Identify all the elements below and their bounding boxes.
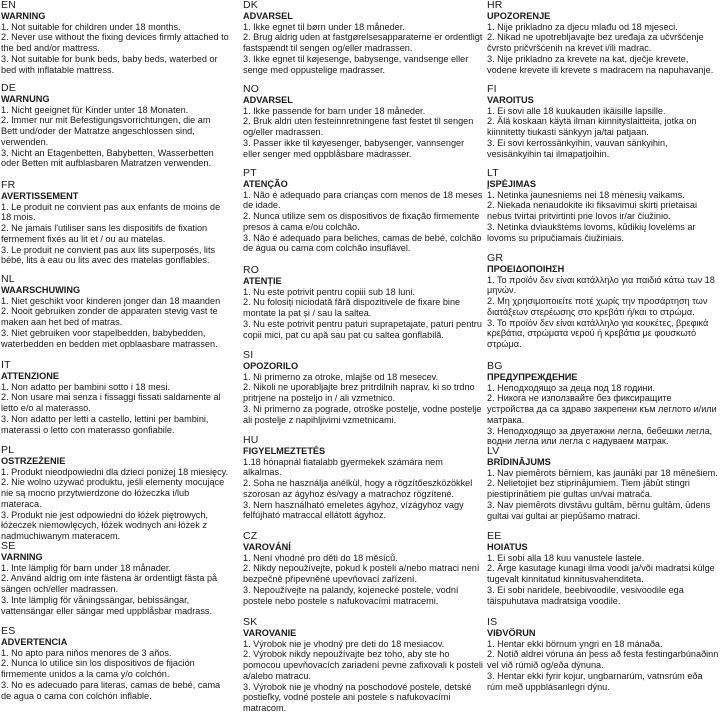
warning-item: 2. Ärge kasutage kunagi ilma voodi ja/või madratsi külge tugevalt kinnitatud kinnitusvahenditeta. [487,563,715,585]
warning-heading: FIGYELMEZTETÉS [243,446,326,456]
warning-item: 3. Το προϊόν δεν είναι κατάλληλο για κουκέτες, βρεφικά κρεβάτια, στρώματα νερού ή κρεβάτια με φουσκωτό στρώμα. [487,317,709,349]
warning-item: 1. Ni primerno za otroke, mlajše od 18 mesecev. [243,371,439,382]
warning-item: 2. Nunca lo utilice sin los dispositivos de fijación firmemente unidos a la cama y/o colchón. [1,658,195,680]
warning-item: 1. Ikke egnet til børn under 18 måneder. [243,21,405,32]
warning-block-de [1,83,229,169]
warning-item: 2. Nikoli ne uporabljajte brez pritrdilnih naprav, ki so trdno pritrjene na posteljo in / ali vzmetnico. [243,382,475,404]
language-code: HR [487,0,503,11]
warning-item: 3. Non adatto per letti a castello, lettini per bambini, materassi o letto con materasso gonfiabile. [1,413,209,435]
warning-item: 1. Není vhodné pro děti do 18 měsíců. [243,552,398,563]
warning-block-lv [487,446,719,521]
warning-item: 2. Výrobok nikdy nepoužívajte bez toho, aby ste ho pomocou upevňovacích zariadení pevne zafixovali k posteli a/alebo matracu. [243,649,483,681]
warning-heading: OPOZORILO [243,361,299,371]
warning-block-fi [487,84,719,159]
warning-block-pl [1,445,229,542]
warning-item: 3. Hentar ekki fyrir kojur, ungbarnarúm, vatnsrúm eða rúm með uppblásanlegri dýnu. [487,670,703,692]
warning-item: 1. Inte lämplig för barn under 18 månader. [1,562,171,573]
language-code: BG [487,360,503,372]
warning-item: 2. Nelietojiet bez stiprinājumiem. Tiem jābūt stingri piestiprinātiem pie gultas un/vai matrača. [487,478,690,500]
language-code: DE [1,82,16,94]
warning-item: 2. Never use without the fixing devices firmly attached to the bed and/or mattress. [1,32,229,54]
warning-item: 3. Netinka dviaukštėms lovoms, kūdikių lovelėms ar lovoms su pripučiamais čiužiniais. [487,221,696,243]
warning-block-en [1,0,229,75]
warning-item: 1. Niet geschikt voor kinderen jonger dan 18 maanden [1,295,221,306]
warning-item: 1. Not suitable for children under 18 months. [1,21,181,32]
warning-item: 1. Nav piemērots bērniem, kas jaunāki par 18 mēnešiem. [487,467,718,478]
language-code: HU [243,434,259,446]
warning-block-cz [243,531,483,606]
warning-heading: ADVARSEL [243,95,293,105]
warning-item: 3. Nu este potrivit pentru paturi suprapetajate, paturi pentru copii mici, pat cu apă sau pat cu saltea gonflabilă. [243,318,482,340]
warning-heading: HOIATUS [487,542,528,552]
language-code: ES [1,625,16,637]
language-code: IS [487,616,498,628]
warning-item: 2. Älä koskaan käytä ilman kiinnityslaitteita, jotka on kiinnitetty tiukasti sänkyyn ja/tai patjaan. [487,116,697,138]
language-code: CZ [243,530,258,542]
warning-item: 3. Ni primerno za pograde, otroške postelje, vodne postelje ali postelje z napihljivimi vzmetnicami. [243,403,482,425]
warning-item: 1. Hentar ekki börnum yngri en 18 mánaða. [487,638,663,649]
warning-item: 3. Não é adequado para beliches, camas de bebé, colchão de água ou cama com colchão insuflável. [243,232,482,254]
warning-heading: OSTRZEŻENIE [1,456,66,466]
language-code: LT [487,167,499,179]
language-code: FR [1,179,16,191]
warning-block-fr [1,180,229,266]
language-code: NL [1,273,15,285]
warning-item: 2. Nunca utilize sem os dispositivos de fixação firmemente presos à cama e/ou colchão. [243,211,480,232]
warning-item: 1. No apto para niños menores de 3 años. [1,647,172,658]
warning-item: 2. Immer nur mit Befestigungsvorrichtungen, die am Bett und/oder der Matratze angeschlossen sind, verwenden. [1,115,211,147]
language-code: NO [243,83,260,95]
language-code: GR [487,252,504,264]
warning-heading: ADVERTENCIA [1,637,68,647]
warning-item: 3. Nije prikladno za krevete na kat, dječje krevete, vodene krevete ili krevete s madracem na napuhavanje. [487,53,714,75]
warning-item: 3. Produkt nie jest odpowiedni do łóżek piętrowych, łóżeczek niemowlęcych, łóżek wodnych ani łóżek z nadmuchiwanym materacem. [1,509,208,541]
warning-block-it [1,360,229,435]
warning-item: 3. Ei sobi naridele, beebivoodile, vesivoodile ega täispuhutava madratsiga voodile. [487,584,684,606]
warning-heading: VAROITUS [487,95,534,105]
warning-block-gr [487,253,719,350]
warning-item: 3. No es adecuado para literas, camas de bebé, cama de agua o cama con colchón inflable. [1,679,221,701]
warning-block-si [243,350,483,425]
language-code: EN [1,0,16,11]
language-code: DK [243,0,258,11]
language-code: SI [243,349,254,361]
warning-heading: AVERTISSEMENT [1,191,79,201]
warning-block-se [1,541,229,616]
language-code: SE [1,540,16,552]
warning-item: 2. Notið aldrei vöruna án þess að festa festingarbúnaðinn vel við rúmið og/eða dýnuna. [487,649,719,671]
warning-item: 3. Výrobok nie je vhodný na poschodové postele, detské postieľky, vodné postele ani postele s nafukovacími matracom. [243,681,472,713]
warning-heading: ATENÇÃO [243,179,288,189]
warning-item: 3. Nav piemērots divstāvu gultām, bērnu gultām, ūdens gultai vai gultai ar piepūšamo matraci. [487,499,711,521]
warning-item: 2. Ne jamais l'utiliser sans les dispositifs de fixation fermement fixés au lit et / ou au matelas. [1,223,208,244]
language-code: PL [1,444,15,456]
warning-item: 2. Bruk aldri uten festeinnretningene fast festet til sengen og/eller madrassen. [243,116,474,138]
language-code: PT [243,167,257,179]
warning-heading: WARNING [1,11,46,21]
warning-heading: ATTENZIONE [1,371,60,381]
warning-item: 2. Μη χρησιμοποιείτε ποτέ χωρίς την προσάρτηση των διατάξεων στερέωσης στο κρεβάτι ή/και το στρώμα. [487,296,708,317]
warning-item: 1. Výrobok nie je vhodný pre deti do 18 mesiacov. [243,638,445,649]
warning-block-no [243,84,483,159]
language-code: FI [487,83,497,95]
language-code: LV [487,445,500,457]
warning-item: 3. Le produit ne convient pas aux lits superposés, lits bébé, lits à eau ou lits avec des matelas gonflables. [1,244,216,266]
warning-item: 3. Nepoužívejte na palandy, kojenecké postele, vodní postele nebo postele s nafukovacími matracemi. [243,584,459,606]
warning-item: 3. Passer ikke til køyesenger, babysenger, vannsenger eller senger med oppblåsbare madrasser. [243,137,465,159]
warning-heading: WAARSCHUWING [1,285,81,295]
warning-item: 1. Netinka jaunesniems nei 18 mėnesių vaikams. [487,189,685,200]
language-code: EE [487,530,502,542]
warning-heading: VIÐVÖRUN [487,628,536,638]
warning-item: 2. Soha ne használja anélkül, hogy a rögzítőeszközökkel szorosan az ágyhoz és/vagy a matrachoz rögzítené. [243,478,473,499]
warning-block-bg [487,361,719,447]
warning-block-hr [487,0,719,75]
warning-item: 2. Nu folosiți niciodată fără dispozitivele de fixare bine montate la pat și / sau la saltea. [243,297,461,319]
warning-item: 1. Non adatto per bambini sotto i 18 mesi. [1,381,170,392]
warning-heading: BRĪDINĀJUMS [487,457,551,467]
warning-item: 1. Ei sobi alla 18 kuu vanustele lastele. [487,552,645,563]
warning-heading: ADVARSEL [243,11,293,21]
warning-block-dk [243,0,483,75]
warning-item: 3. Not suitable for bunk beds, baby beds, waterbed or bed with inflatable mattress. [1,53,218,75]
language-code: IT [1,359,11,371]
warning-item: 3. Inte lämplig för våningssängar, bebissängar, vattensängar eller sängar med uppblåsbar madrass. [1,594,213,616]
warning-item: 2. Nikad ne upotrebljavajte bez uređaja za učvršćenje čvrsto pričvršćenih na krevet i/ili madrac. [487,32,704,54]
warning-block-ee [487,531,719,606]
warning-item: 1. Неподходящо за деца под 18 години. [487,382,656,393]
warning-item: 2. Nikdy nepoužívejte, pokud k posteli a/nebo matraci není bezpečně připevněné upevňovací zařízení. [243,563,480,585]
warning-block-lt [487,168,719,243]
warning-item: 2. Använd aldrig om inte fästena är ordentligt fästa på sängen och/eller madrassen. [1,573,218,595]
warning-item: 2. Niekada nenaudokite iki fiksavimui skirti prietaisai nebus tvirtai pritvirtinti prie lovos ir/ar čiužinio. [487,200,697,222]
warning-heading: VAROVANIE [243,628,297,638]
warning-item: 2. Никога не използвайте без фиксиращите устройства да са здраво закрепени към леглото и/или матрака. [487,393,717,425]
warning-item: 2. Nooit gebruiken zonder de apparaten stevig vast te maken aan het bed of matras. [1,306,218,328]
warning-item: 2. Brug aldrig uden at fastgørelsesapparaterne er ordentligt fastspændt til sengen og/eller madrassen. [243,32,483,54]
warning-heading: ĮSPĖJIMAS [487,179,537,189]
warning-heading: VARNING [1,552,43,562]
warning-heading: VAROVÁNÍ [243,542,291,552]
warning-item: 3. Nem használható emeletes ágyhoz, vízágyhoz vagy felfújható matraccal ellátott ágyhoz. [243,499,464,521]
warning-item: 1. Το προϊόν δεν είναι κατάλληλο για παιδιά κάτω των 18 μηνών. [487,274,715,296]
warning-item: 1. Ikke passende for barn under 18 måneder. [243,105,426,116]
warning-block-nl [1,274,229,349]
warning-item: 1. Nicht geeignet für Kinder unter 18 Monaten. [1,104,189,115]
warning-block-pt [243,168,483,254]
warning-heading: ΠΡΟΕΙΔΟΠΟΙΗΣΗ [487,264,565,274]
warning-item: 1.18 hónapnál fiatalabb gyermekek számára nem alkalmas. [243,456,443,478]
warning-item: 3. Niet gebruiken voor stapelbedden, babybedden, waterbedden en bedden met opblaasbare matrassen. [1,327,218,349]
language-code: RO [243,264,260,276]
warning-item: 3. Ei sovi kerrossänkyihin, vauvan sänkyihin, vesisänkyihin tai ilmapatjoihin. [487,137,668,159]
warning-heading: WARNUNG [1,94,50,104]
warning-item: 2. Non usare mai senza i fissaggi fissati saldamente al letto e/o al materasso. [1,392,221,414]
warning-item: 3. Неподходящо за двуетажни легла, бебешки легла, водни легла или легла с надуваем матрак. [487,425,713,447]
warning-item: 1. Ei sovi alle 18 kuukauden ikäisille lapsille. [487,105,666,116]
warning-item: 2. Nie wolno używać produktu, jeśli elementy mocujące nie są mocno przytwierdzone do łóżeczka i/lub materaca. [1,477,225,509]
warning-item: 1. Produkt nieodpowiedni dla dzieci poniżej 18 miesięcy. [1,466,229,477]
warning-item: 1. Não é adequado para crianças com menos de 18 meses de idade. [243,189,483,211]
warning-block-es [1,626,229,701]
warning-block-is [487,617,719,692]
warning-block-ro [243,265,483,340]
language-code: SK [243,616,258,628]
warning-heading: ПРЕДУПРЕЖДЕНИЕ [487,372,578,382]
warning-heading: ATENȚIE [243,276,282,286]
warning-item: 3. Nicht an Etagenbetten, Babybetten, Wasserbetten oder Betten mit aufblasbaren Matratzen verwenden. [1,147,214,169]
warning-item: 1. Nu este potrivit pentru copiii sub 18 luni. [243,286,415,297]
warning-heading: UPOZORENJE [487,11,551,21]
warning-block-hu [243,435,483,521]
warning-block-sk [243,617,483,714]
warning-item: 1. Le produit ne convient pas aux enfants de moins de 18 mois. [1,201,221,223]
warning-item: 3. Ikke egnet til køjesenge, babysenge, vandsenge eller senge med oppustelige madrasser. [243,53,469,75]
warning-item: 1. Nije prikladno za djecu mlađu od 18 mjeseci. [487,21,678,32]
